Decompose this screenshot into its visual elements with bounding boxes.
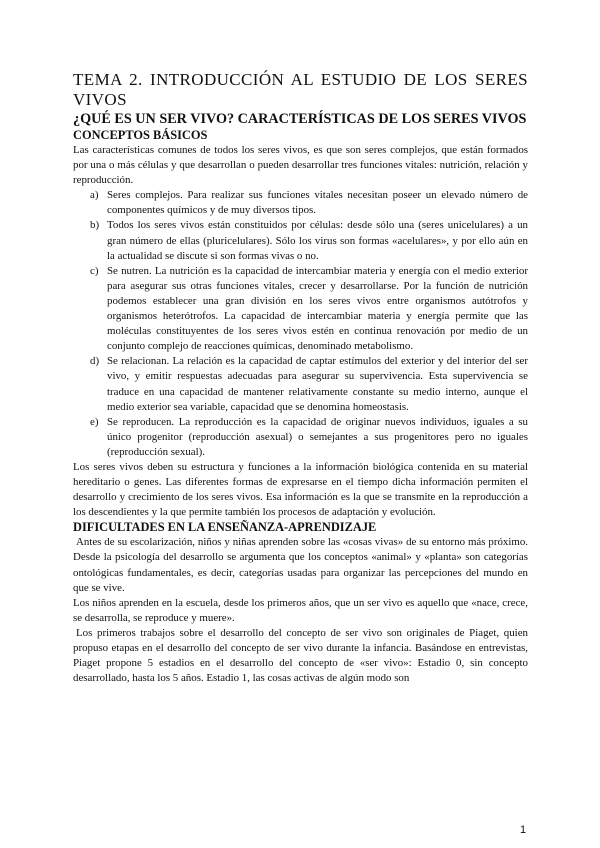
section-heading-dificultades: DIFICULTADES EN LA ENSEÑANZA-APRENDIZAJE: [73, 520, 377, 535]
list-item-text: Seres complejos. Para realizar sus funciones vitales necesitan poseer un elevado número de componentes químicos y de muy diversos tipos.: [107, 189, 528, 217]
list-item-text: Se relacionan. La relación es la capacidad de captar estímulos del exterior y del interior del ser vivo, y emitir respuestas adecuadas para asegurar su supervivencia. Esta supervivencia se traduce en una capacidad de mantener relativamente constante su medio interno, aunque el medio exterior sea variable, capacidad que se denomina homeostasis.: [107, 355, 528, 413]
document-subtitle: ¿QUÉ ES UN SER VIVO? CARACTERÍSTICAS DE LOS SERES VIVOS: [73, 111, 527, 127]
page-number: 1: [520, 824, 527, 836]
section-heading-conceptos: CONCEPTOS BÁSICOS: [73, 128, 208, 142]
characteristics-list: [73, 188, 528, 460]
list-item: [73, 415, 528, 460]
list-item: [73, 188, 528, 218]
list-marker: d): [90, 355, 100, 368]
body-paragraph: Los niños aprenden en la escuela, desde los primeros años, que un ser vivo es aquello que «nace, crece, se desarrolla, se reproduce y muere».: [73, 596, 528, 624]
list-item-text: Se reproducen. La reproducción es la capacidad de originar nuevos individuos, iguales a su único progenitor (reproducción asexual) o semejantes a sus progenitores pero no iguales (reproducción sexual).: [107, 415, 528, 458]
list-item: [73, 264, 528, 355]
page-content: [73, 70, 528, 686]
list-marker: a): [90, 189, 99, 202]
list-marker: b): [90, 219, 100, 232]
list-marker: c): [90, 264, 99, 277]
list-item: [73, 354, 528, 414]
document-title: TEMA 2. INTRODUCCIÓN AL ESTUDIO DE LOS SERES VIVOS: [73, 70, 528, 109]
closing-paragraph: Los seres vivos deben su estructura y funciones a la información biológica contenida en su material hereditario o genes. Las diferentes formas de expresarse en el tiempo dicha información permiten el desarrollo y crecimiento de los seres vivos. Esa información es la que se transmite en la reproducción a los descendientes y la que permite también los procesos de adaptación y evolución.: [73, 460, 528, 519]
intro-paragraph: Las características comunes de todos los seres vivos, es que son seres complejos, que están formados por una o más células y que desarrollan o pueden desarrollar tres funciones vitales: nutrición, relación y reproducción.: [73, 144, 528, 187]
list-item-text: Todos los seres vivos están constituidos por células: desde sólo una (seres unicelulares) a un gran número de ellas (pluricelulares). Sólo los virus son formas «acelulares», y por ello aún en la actualidad se discute si son formas vivas o no.: [107, 219, 528, 262]
list-item: [73, 218, 528, 263]
list-marker: e): [90, 415, 99, 428]
body-paragraph: Los primeros trabajos sobre el desarrollo del concepto de ser vivo son originales de Piaget, quien propuso etapas en el desarrollo del concepto de ser vivo durante la infancia. Basándose en entrevistas, Piaget propone 5 estadios en el desarrollo del concepto de «ser vivo»: Estadio 0, sin concepto desarrollado, hasta los 5 años. Estadio 1, las cosas activas de algún modo son: [73, 626, 528, 685]
list-item-text: Se nutren. La nutrición es la capacidad de intercambiar materia y energía con el medio exterior para asegurar sus otras funciones vitales, crecer y desarrollarse. Por la función de nutrición podemos establecer una gran división en los seres vivos entre organismos autótrofos y organismos heterótrofos. La capacidad de intercambiar materia y energía permite que las moléculas constituyentes de los seres vivos estén en continua renovación por medio de un conjunto complejo de reacciones químicas, denominado metabolismo.: [107, 264, 528, 353]
body-paragraph: Antes de su escolarización, niños y niñas aprenden sobre las «cosas vivas» de su entorno más próximo. Desde la psicología del desarrollo se argumenta que los conceptos «animal» y «planta» son categorías ontológicas fundamentales, es decir, categorías usadas para organizar las percepciones del mundo en que se vive.: [73, 536, 528, 594]
